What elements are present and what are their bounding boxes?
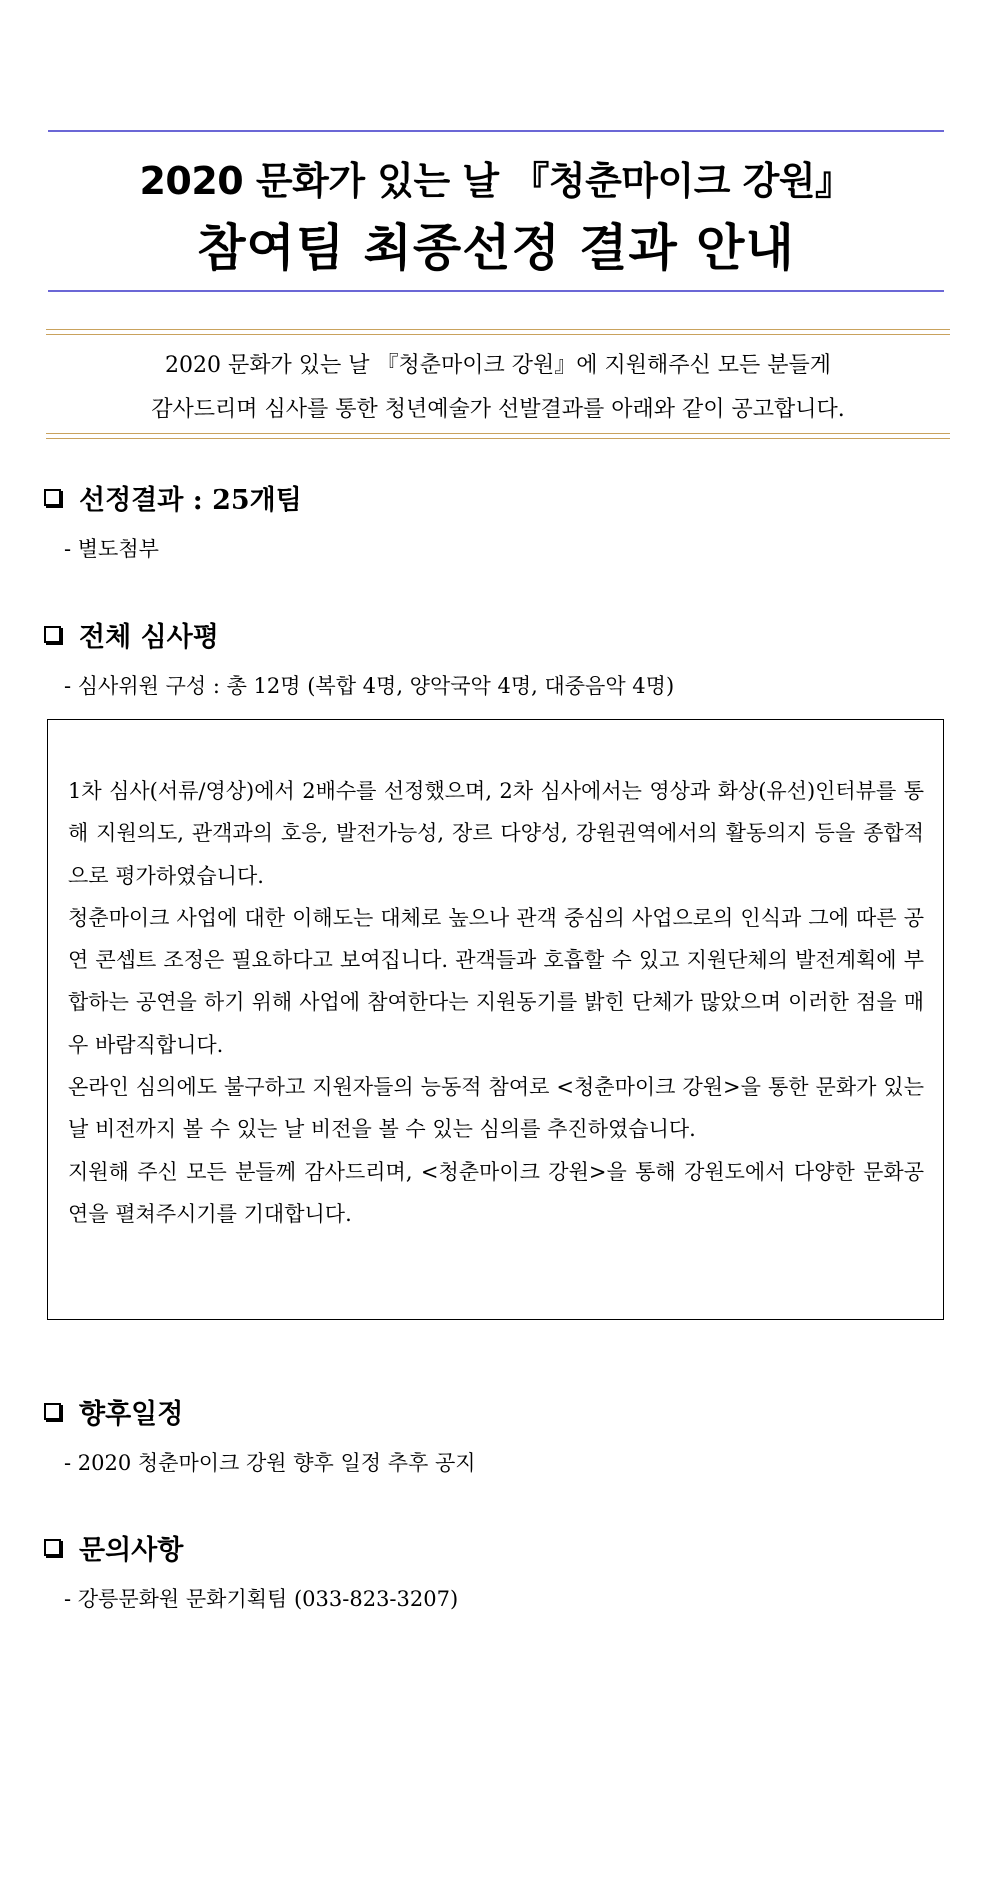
section-result-title: 선정결과 : 25개팀 xyxy=(79,485,302,516)
review-paragraph: 1차 심사(서류/영상)에서 2배수를 선정했으며, 2차 심사에서는 영상과 화상(유선)인터뷰를 통해 지원의도, 관객과의 호응, 발전가능성, 장르 다양성, 강원권역에서의 활동의지 등을 종합적으로 평가하였습니다. xyxy=(68,779,924,888)
title-top-rule xyxy=(48,130,944,132)
review-paragraph: 온라인 심의에도 불구하고 지원자들의 능동적 참여로 <청춘마이크 강원>을 통한 문화가 있는 날 비전까지 볼 수 있는 날 비전을 볼 수 있는 심의를 추진하였습니다. xyxy=(68,1075,924,1142)
review-text xyxy=(68,770,924,1235)
section-contact-title: 문의사항 xyxy=(79,1535,184,1566)
title-line-2: 참여팀 최종선정 결과 안내 xyxy=(197,219,795,277)
intro-top-rule xyxy=(46,329,950,335)
section-contact-item: - 강릉문화원 문화기획팀 (033-823-3207) xyxy=(64,1587,459,1611)
review-paragraph: 지원해 주신 모든 분들께 감사드리며, <청춘마이크 강원>을 통해 강원도에서 다양한 문화공연을 펼쳐주시기를 기대합니다. xyxy=(68,1159,924,1226)
section-result-item: - 별도첨부 xyxy=(64,537,159,561)
checkbox-square-icon xyxy=(44,1539,61,1556)
checkbox-square-icon xyxy=(44,489,61,506)
intro-bottom-rule xyxy=(46,433,950,439)
title-bottom-rule xyxy=(48,290,944,292)
checkbox-square-icon xyxy=(44,1403,61,1420)
intro-line-1: 2020 문화가 있는 날 『청춘마이크 강원』에 지원해주신 모든 분들게 xyxy=(165,353,831,378)
section-schedule-item: - 2020 청춘마이크 강원 향후 일정 추후 공지 xyxy=(64,1451,476,1475)
section-review-title: 전체 심사평 xyxy=(79,622,219,653)
section-schedule-title: 향후일정 xyxy=(79,1399,184,1430)
section-schedule-heading xyxy=(44,1392,183,1431)
review-paragraph: 청춘마이크 사업에 대한 이해도는 대체로 높으나 관객 중심의 사업으로의 인식과 그에 따른 공연 콘셉트 조정은 필요하다고 보여집니다. 관객들과 호흡할 수 있고 지원단체의 발전계획에 부합하는 공연을 하기 위해 사업에 참여한다는 지원동기를 밝힌 단체가 많았으며 이러한 점을 매우 바람직합니다. xyxy=(68,905,924,1057)
checkbox-square-icon xyxy=(44,626,61,643)
intro-line-2: 감사드리며 심사를 통한 청년예술가 선발결과를 아래와 같이 공고합니다. xyxy=(151,397,845,422)
section-contact-heading xyxy=(44,1528,183,1567)
section-result-heading xyxy=(44,478,302,517)
section-review-heading xyxy=(44,615,219,654)
title-line-1: 2020 문화가 있는 날 『청춘마이크 강원』 xyxy=(139,159,853,203)
section-review-item: - 심사위원 구성 : 총 12명 (복합 4명, 양악국악 4명, 대중음악 4명) xyxy=(64,674,675,698)
